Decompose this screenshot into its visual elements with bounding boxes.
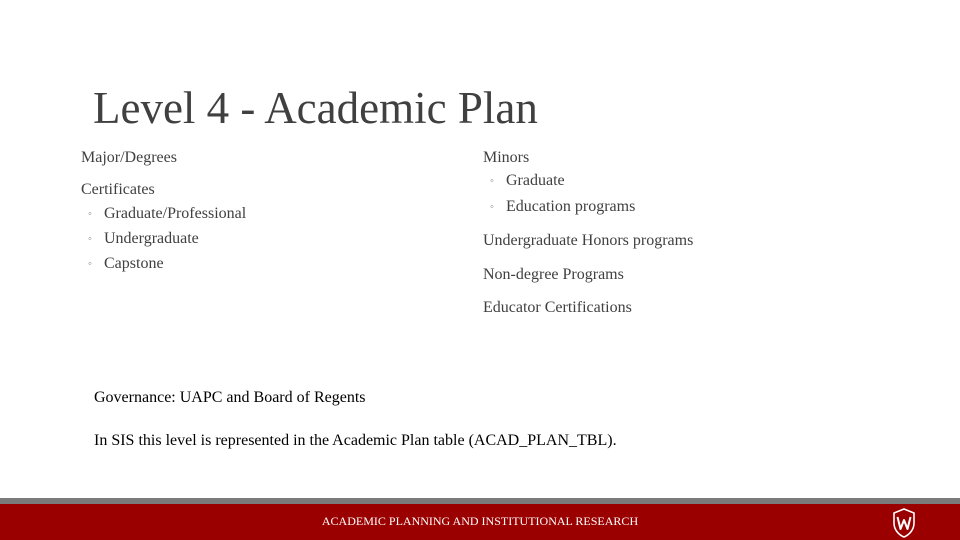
list-item xyxy=(81,204,441,224)
list-item xyxy=(81,229,441,249)
bullet-icon: ◦ xyxy=(88,258,92,270)
minor-graduate: Graduate xyxy=(506,172,565,189)
list-item xyxy=(483,197,903,217)
slide-title: Level 4 - Academic Plan xyxy=(93,83,538,133)
certificate-undergraduate: Undergraduate xyxy=(104,230,199,247)
footer-text: ACADEMIC PLANNING AND INSTITUTIONAL RESEARCH xyxy=(321,514,639,528)
honors-programs-item: Undergraduate Honors programs xyxy=(483,232,694,249)
footer-bar xyxy=(0,504,960,540)
major-degrees-item: Major/Degrees xyxy=(81,149,177,166)
list-item xyxy=(483,171,903,191)
non-degree-programs-item: Non-degree Programs xyxy=(483,266,624,283)
list-item xyxy=(81,254,441,274)
minors-item: Minors xyxy=(483,149,530,166)
sis-note: In SIS this level is represented in the Academic Plan table (ACAD_PLAN_TBL). xyxy=(94,432,617,449)
governance-note: Governance: UAPC and Board of Regents xyxy=(94,389,366,406)
uw-crest-icon xyxy=(892,508,916,538)
certificates-item: Certificates xyxy=(81,181,155,198)
certificate-sublist xyxy=(81,204,441,274)
bullet-icon: ◦ xyxy=(490,201,494,213)
bullet-icon: ◦ xyxy=(88,233,92,245)
minor-education-programs: Education programs xyxy=(506,198,636,215)
minors-sublist xyxy=(483,171,903,217)
right-column xyxy=(483,148,903,318)
left-column xyxy=(81,148,441,274)
certificate-graduate-professional: Graduate/Professional xyxy=(104,205,247,222)
bullet-icon: ◦ xyxy=(490,175,494,187)
certificate-capstone: Capstone xyxy=(104,255,164,272)
bullet-icon: ◦ xyxy=(88,208,92,220)
educator-certifications-item: Educator Certifications xyxy=(483,299,632,316)
